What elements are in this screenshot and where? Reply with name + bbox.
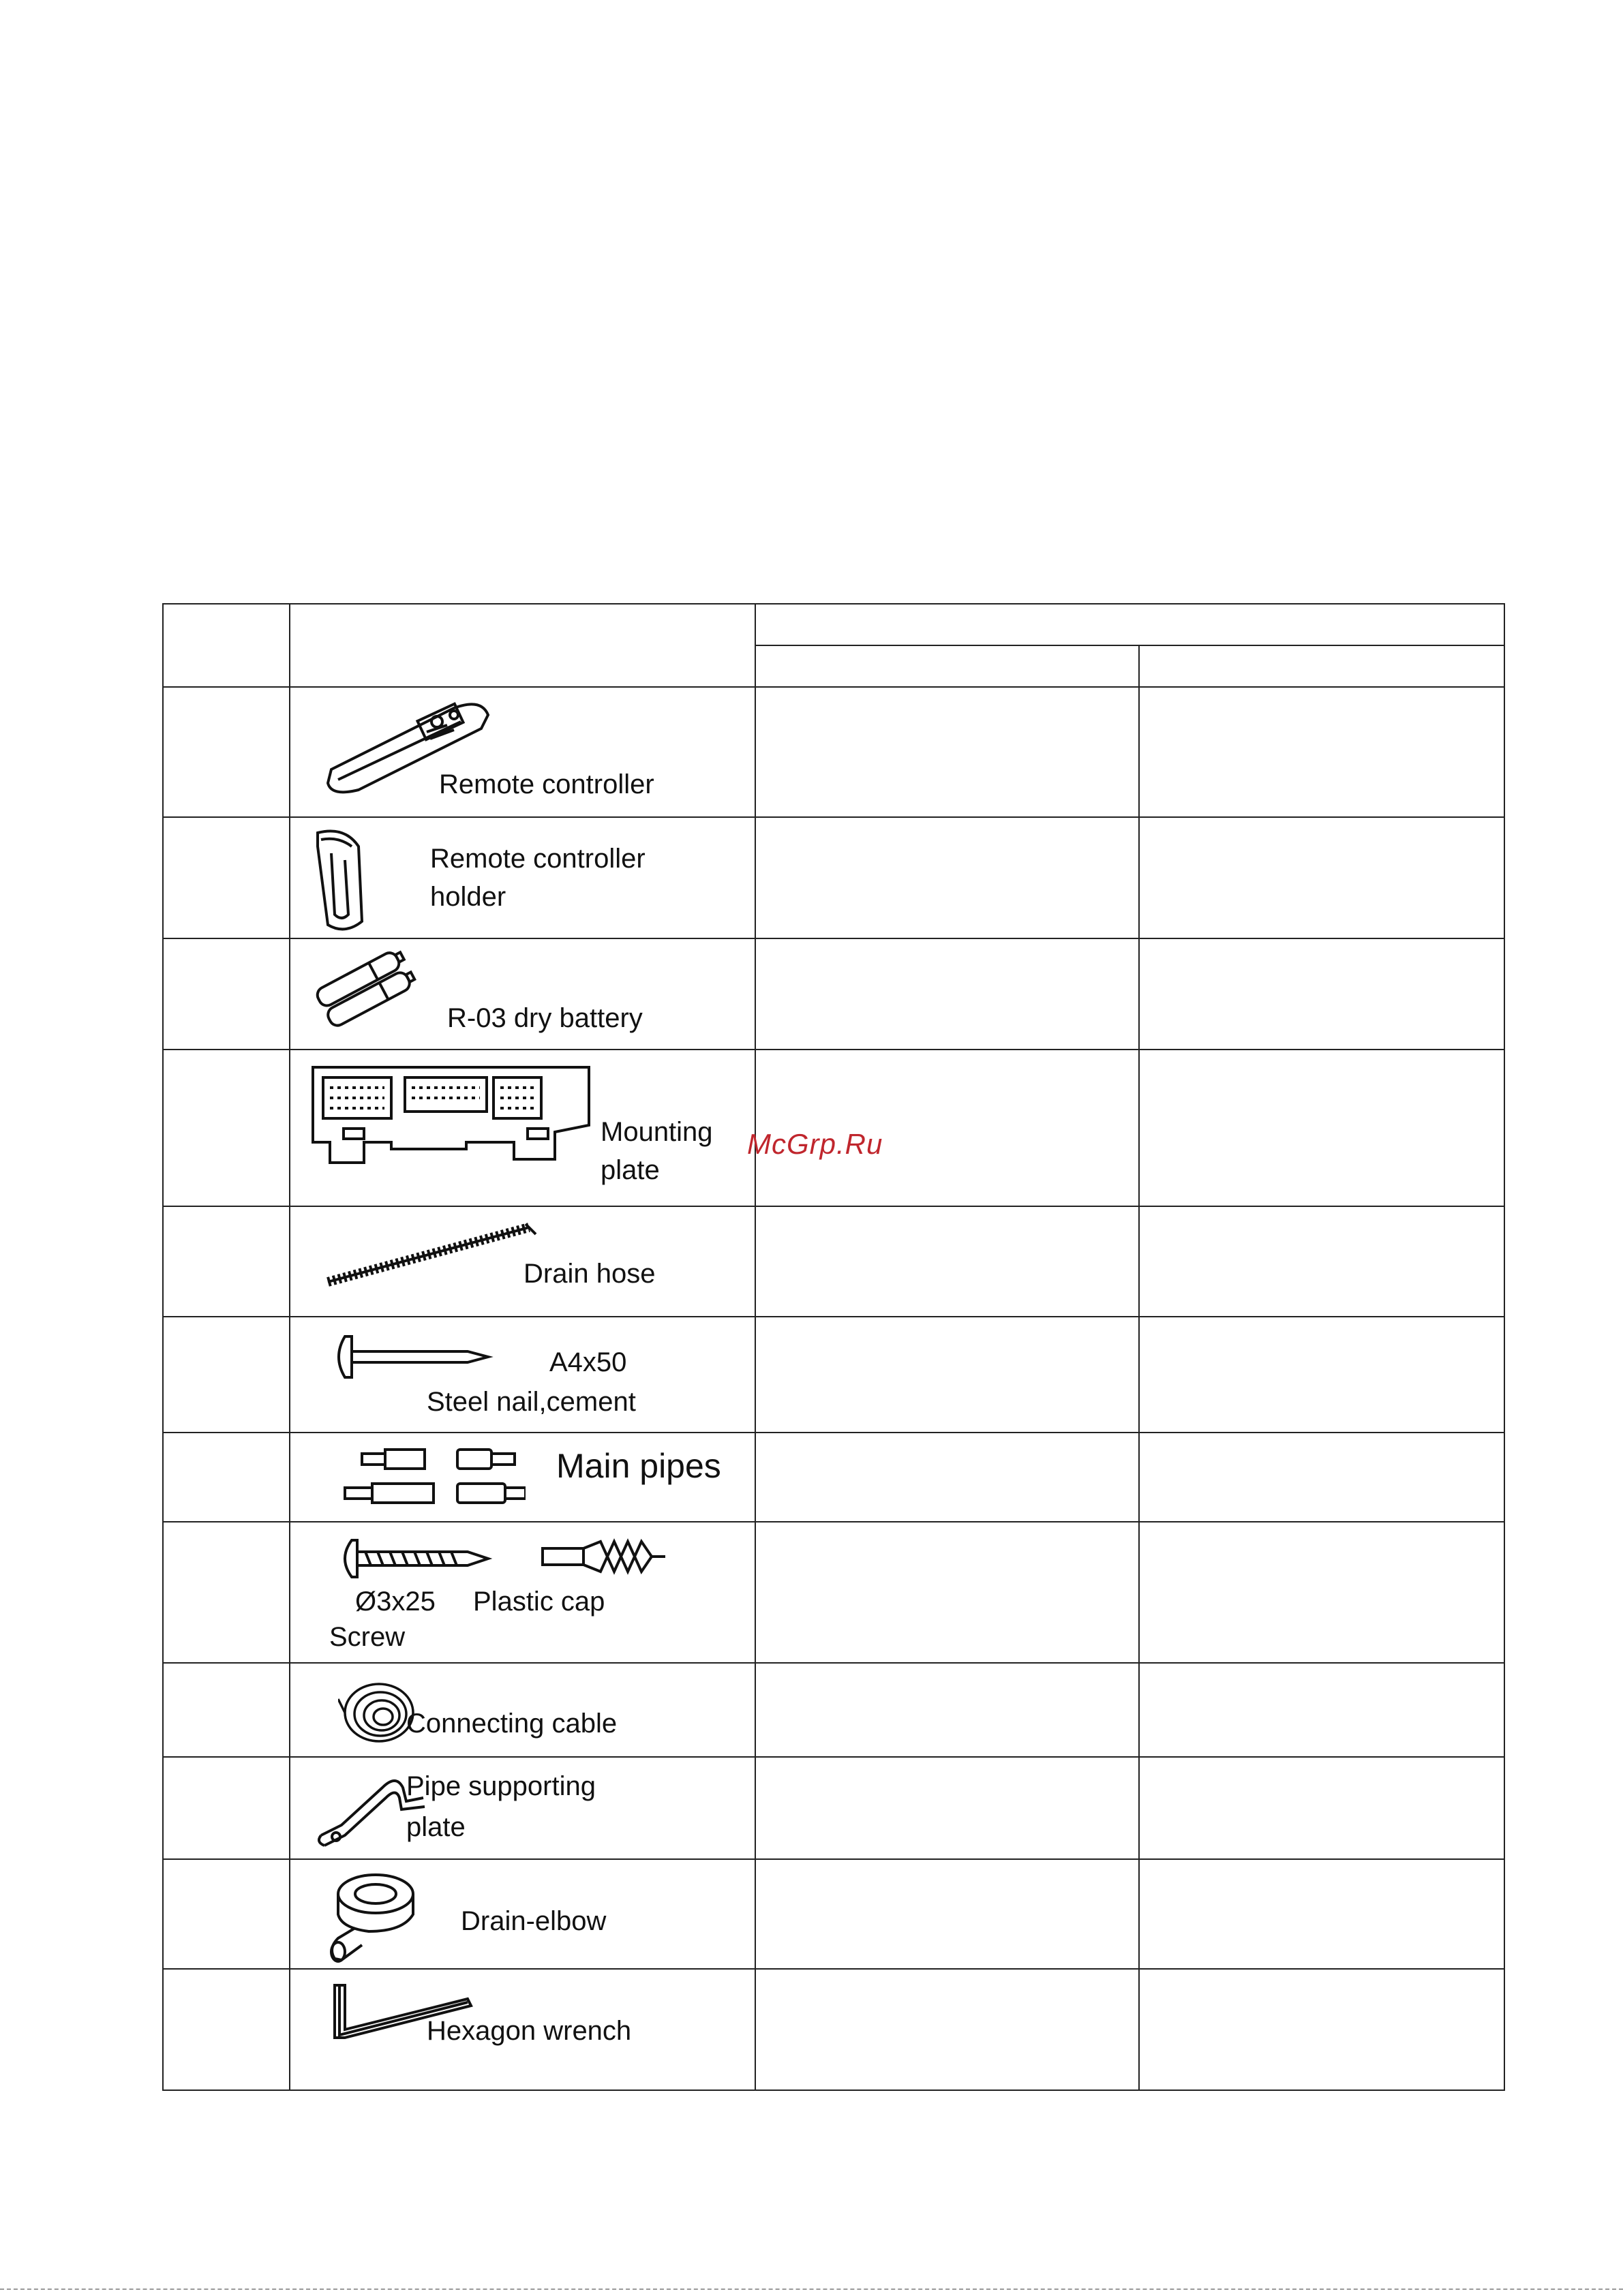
item-label: Hexagon wrench	[427, 2015, 632, 2046]
row-number	[163, 1206, 290, 1317]
item-label: Remote controller	[439, 769, 654, 800]
qty-a	[755, 1522, 1139, 1663]
row-number	[163, 1757, 290, 1859]
qty-a	[755, 1317, 1139, 1433]
item-label-line2: holder	[430, 882, 506, 913]
steel-nail-icon	[331, 1330, 495, 1384]
table-row	[163, 1757, 1504, 1859]
header-qty-a	[755, 645, 1139, 687]
item-label: A4x50	[549, 1347, 627, 1378]
row-number	[163, 1969, 290, 2090]
item-cell	[290, 1317, 755, 1433]
qty-b	[1139, 1859, 1504, 1969]
table-row	[163, 1522, 1504, 1663]
qty-b	[1139, 1317, 1504, 1433]
row-number	[163, 817, 290, 938]
qty-b	[1139, 1206, 1504, 1317]
row-number	[163, 1317, 290, 1433]
qty-b	[1139, 1050, 1504, 1206]
qty-a	[755, 1969, 1139, 2090]
row-number	[163, 687, 290, 817]
row-number	[163, 1663, 290, 1757]
item-label-line2: plate	[406, 1811, 466, 1842]
item-label: Mounting	[601, 1117, 713, 1148]
row-number	[163, 1433, 290, 1521]
drain-hose-icon	[324, 1221, 543, 1296]
header-name	[290, 604, 755, 687]
item-cell	[290, 687, 755, 817]
qty-a	[755, 938, 1139, 1050]
item-cell	[290, 1433, 755, 1521]
drain-elbow-icon	[328, 1870, 423, 1965]
qty-a	[755, 1859, 1139, 1969]
qty-b	[1139, 687, 1504, 817]
item-cell	[290, 1206, 755, 1317]
qty-b	[1139, 1433, 1504, 1521]
table-row	[163, 1317, 1504, 1433]
row-number	[163, 938, 290, 1050]
qty-a	[755, 817, 1139, 938]
qty-b	[1139, 1757, 1504, 1859]
watermark: McGrp.Ru	[747, 1128, 883, 1160]
item-label: Pipe supporting	[406, 1771, 596, 1801]
item-cell	[290, 1969, 755, 2090]
header-qty-b	[1139, 645, 1504, 687]
table-row	[163, 1433, 1504, 1521]
qty-a	[755, 1663, 1139, 1757]
item-label: Drain hose	[524, 1259, 656, 1289]
item-cell	[290, 1522, 755, 1663]
item-label-line2: Steel nail,cement	[427, 1387, 636, 1418]
header-qty-group	[755, 604, 1504, 645]
main-pipes-icon	[342, 1445, 526, 1514]
battery-icon	[305, 945, 421, 1033]
item-label: Main pipes	[556, 1447, 721, 1486]
row-number	[163, 1859, 290, 1969]
table-row	[163, 1969, 1504, 2090]
plastic-cap-label: Plastic cap	[473, 1586, 605, 1617]
table-row	[163, 687, 1504, 817]
qty-b	[1139, 938, 1504, 1050]
qty-a	[755, 1206, 1139, 1317]
item-cell	[290, 938, 755, 1050]
header-no	[163, 604, 290, 687]
screw-size-label: Ø3x25	[355, 1586, 436, 1617]
table-row	[163, 1663, 1504, 1757]
qty-b	[1139, 1969, 1504, 2090]
item-label: Connecting cable	[406, 1708, 618, 1739]
item-cell	[290, 1757, 755, 1859]
qty-b	[1139, 817, 1504, 938]
page-bottom-divider	[0, 2289, 1623, 2290]
qty-a	[755, 1433, 1139, 1521]
screw-icon	[338, 1535, 495, 1582]
qty-a	[755, 687, 1139, 817]
item-label: Remote controller	[430, 844, 646, 874]
item-cell	[290, 1050, 755, 1206]
item-cell	[290, 1859, 755, 1969]
table-row	[163, 1859, 1504, 1969]
item-label-line2: plate	[601, 1155, 660, 1186]
item-label: Drain-elbow	[461, 1905, 607, 1936]
table-row	[163, 1206, 1504, 1317]
accessory-table	[162, 603, 1505, 2091]
remote-holder-icon	[304, 826, 372, 935]
item-label: R-03 dry battery	[447, 1003, 643, 1034]
row-number	[163, 1050, 290, 1206]
row-number	[163, 1522, 290, 1663]
screw-label: Screw	[329, 1621, 406, 1652]
table-header-row	[163, 604, 1504, 645]
qty-a	[755, 1757, 1139, 1859]
item-cell	[290, 1663, 755, 1757]
qty-b	[1139, 1522, 1504, 1663]
mounting-plate-icon	[309, 1057, 596, 1173]
table-row	[163, 938, 1504, 1050]
plastic-cap-icon	[539, 1536, 676, 1577]
table-row	[163, 817, 1504, 938]
item-cell	[290, 817, 755, 938]
qty-b	[1139, 1663, 1504, 1757]
